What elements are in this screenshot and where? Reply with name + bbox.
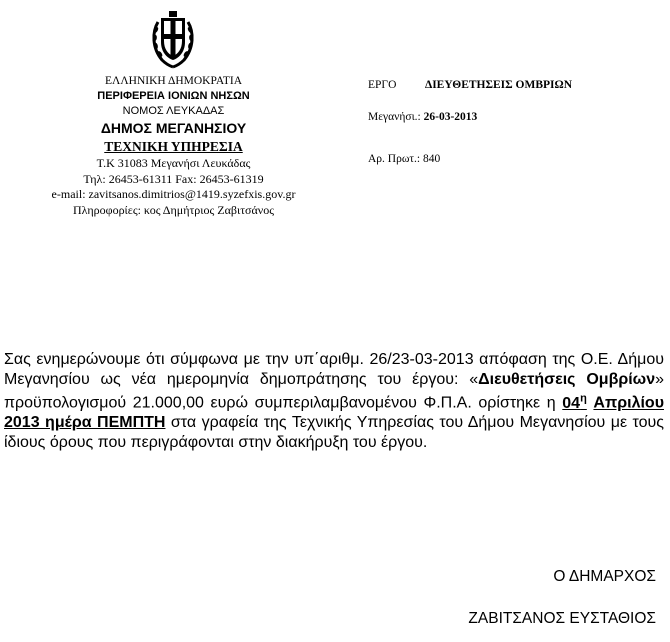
prefecture-name: ΝΟΜΟΣ ΛΕΥΚΑΔΑΣ [122, 105, 225, 117]
date-label: Μεγανήσι.: [368, 111, 421, 123]
protocol-value: 840 [422, 153, 441, 165]
greek-coat-of-arms-icon [150, 8, 196, 70]
auction-day-number: 04 [562, 394, 581, 412]
signatory-name: ΖΑΒΙΤΣΑΝΟΣ ΕΥΣΤΑΘΙΟΣ [468, 610, 656, 627]
project-label: ΕΡΓΟ [368, 79, 397, 91]
body-part-2: » προϋπολογισμού 21.000,00 ευρώ συμπεριλαμβανομένου Φ.Π.Α. ορίστηκε η [4, 370, 664, 412]
auction-date: Απριλίου 2013 ημέρα ΠΕΜΠΤΗ [4, 394, 664, 432]
protocol-row [368, 153, 440, 165]
service-name: ΤΕΧΝΙΚΗ ΥΠΗΡΕΣΙΑ [104, 139, 243, 154]
phone-fax-line: Τηλ: 26453-61311 Fax: 26453-61319 [83, 171, 264, 186]
project-row [368, 79, 572, 91]
project-value: ΔΙΕΥΘΕΤΗΣΕΙΣ ΟΜΒΡΙΩΝ [425, 79, 573, 91]
region-name: ΠΕΡΙΦΕΡΕΙΑ ΙΟΝΙΩΝ ΝΗΣΩΝ [97, 90, 250, 102]
body-part-3: στα γραφεία της Τεχνικής Υπηρεσίας του Δήμου Μεγανησίου με τους ίδιους όρους που περιγράφονται στην διακήρυξη του έργου. [4, 414, 665, 452]
info-line: Πληροφορίες: κος Δημήτριος Ζαβιτσάνος [73, 202, 274, 217]
project-name: Διευθετήσεις Ομβρίων [478, 370, 656, 388]
protocol-label: Αρ. Πρωτ.: [368, 153, 421, 165]
country-name: ΕΛΛΗΝΙΚΗ ΔΗΜΟΚΡΑΤΙΑ [104, 75, 243, 87]
auction-day-suffix: η [580, 392, 587, 405]
date-value: 26-03-2013 [423, 111, 478, 123]
signatory-title: Ο ΔΗΜΑΡΧΟΣ [553, 568, 656, 585]
date-row [368, 111, 477, 123]
auction-day [562, 392, 587, 412]
municipality-name: ΔΗΜΟΣ ΜΕΓΑΝΗΣΙΟΥ [100, 120, 247, 136]
issuer-header [0, 74, 347, 218]
address-line: Τ.Κ 31083 Μεγανήσι Λευκάδας [96, 156, 251, 170]
announcement-paragraph [4, 350, 664, 453]
email-line: e-mail: zavitsanos.dimitrios@1419.syzefxis.gov.gr [51, 187, 296, 201]
body-part-1: Σας ενημερώνουμε ότι σύμφωνα με την υπ΄αριθμ. 26/23-03-2013 απόφαση της Ο.Ε. Δήμου Μεγανησίου ως νέα ημερομηνία δημοπράτησης του έργου: « [4, 351, 664, 388]
